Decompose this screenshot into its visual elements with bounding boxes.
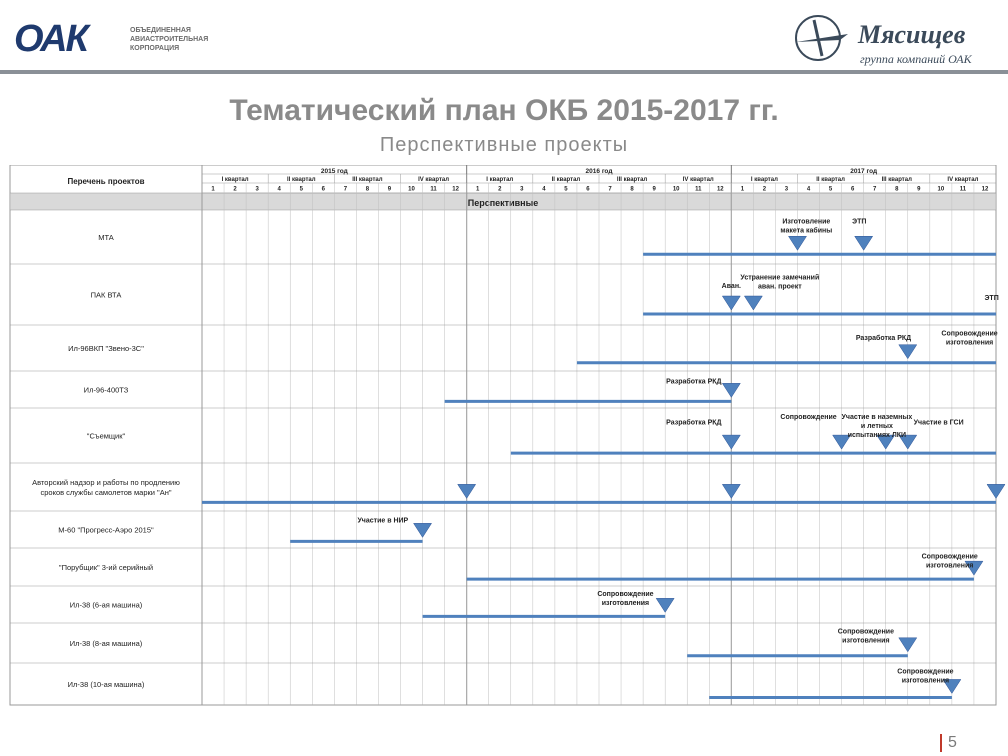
- milestone-label: изготовления: [925, 562, 974, 570]
- milestone-label: изготовления: [901, 677, 950, 685]
- row-name: сроков службы самолетов марки "Ан": [40, 488, 172, 497]
- header: [0, 0, 1008, 72]
- month-label: 11: [430, 186, 437, 193]
- milestone-marker: [789, 236, 807, 250]
- milestone-label: и летных: [860, 422, 893, 430]
- table-row: [10, 383, 996, 408]
- row-name: Ил-96ВКП "Звено-3С": [68, 344, 144, 353]
- oak-logo: ОАК: [14, 18, 87, 60]
- milestone-label: Участие в наземных: [841, 413, 913, 421]
- myasishchev-logo-name: Мясищев: [858, 20, 966, 49]
- month-label: 7: [873, 186, 877, 193]
- row-name: "Порубщик" 3-ий серийный: [58, 563, 154, 572]
- section-label: Перспективные: [467, 198, 539, 208]
- row-name: Ил-38 (8-ая машина): [69, 639, 143, 648]
- milestone-label: Устранение замечаний: [740, 274, 820, 282]
- header-divider: [0, 70, 1008, 74]
- table-row: [10, 679, 996, 705]
- month-label: 1: [476, 186, 480, 193]
- month-label: 7: [608, 186, 612, 193]
- milestone-label: Разработка РКД: [666, 378, 722, 386]
- milestone-label: аван. проект: [757, 283, 802, 291]
- milestone-marker: [722, 484, 740, 498]
- year-label: 2016 год: [585, 168, 613, 175]
- quarter-label: I квартал: [750, 177, 778, 183]
- milestone-label: изготовления: [945, 339, 994, 347]
- milestone-label: ЭТП: [984, 295, 999, 303]
- quarter-label: IV квартал: [947, 177, 979, 183]
- row-name: МТА: [98, 233, 114, 242]
- month-label: 8: [365, 186, 370, 193]
- month-label: 2: [762, 186, 767, 193]
- quarter-label: I квартал: [221, 177, 249, 183]
- month-label: 9: [917, 186, 921, 193]
- milestone-label: изготовления: [601, 600, 650, 608]
- month-label: 9: [387, 186, 392, 193]
- month-label: 9: [652, 186, 656, 193]
- milestone-marker: [899, 638, 917, 652]
- page-subtitle: Перспективные проекты: [379, 134, 629, 156]
- page-title: Тематический план ОКБ 2015-2017 гг.: [229, 94, 779, 127]
- month-label: 7: [343, 186, 348, 193]
- month-label: 8: [895, 186, 899, 193]
- quarter-label: I квартал: [486, 177, 514, 183]
- milestone-label: Участие в ГСИ: [913, 419, 964, 427]
- month-label: 8: [630, 186, 634, 193]
- table-row: [10, 523, 996, 548]
- month-label: 1: [211, 186, 215, 193]
- milestone-marker: [722, 296, 740, 310]
- year-label: 2015 год: [320, 168, 348, 175]
- month-label: 3: [784, 186, 789, 193]
- oak-logo-caption: [130, 26, 220, 53]
- month-label: 10: [672, 186, 680, 193]
- milestone-label: Сопровождение: [941, 330, 998, 338]
- milestone-label: Участие в НИР: [357, 517, 409, 525]
- milestone-marker: [414, 523, 432, 537]
- month-label: 12: [981, 186, 989, 193]
- month-label: 1: [740, 186, 745, 193]
- month-label: 4: [277, 186, 281, 193]
- month-label: 3: [520, 186, 524, 193]
- quarter-label: IV квартал: [682, 177, 714, 183]
- row-name: Ил-38 (6-ая машина): [69, 600, 143, 610]
- milestone-label: Сопровождение: [780, 413, 837, 421]
- page-number: 5: [948, 734, 957, 751]
- row-name: Авторский надзор и работы по продлению: [32, 478, 180, 487]
- quarter-label: III квартал: [616, 177, 648, 183]
- page-number-bar: [940, 734, 942, 752]
- month-label: 12: [716, 186, 724, 193]
- milestone-marker: [987, 484, 1005, 498]
- month-label: 6: [850, 186, 855, 193]
- milestone-label: изготовления: [842, 637, 890, 645]
- milestone-marker: [722, 435, 740, 449]
- quarter-label: II квартал: [286, 177, 316, 183]
- quarter-label: III квартал: [352, 177, 383, 183]
- month-label: 10: [408, 186, 415, 193]
- row-name: ПАК ВТА: [90, 290, 122, 300]
- row-name: "Съемщик": [86, 431, 126, 441]
- month-label: 4: [806, 186, 811, 193]
- month-label: 5: [564, 186, 568, 193]
- quarter-label: II квартал: [551, 177, 581, 183]
- month-label: 12: [452, 186, 459, 193]
- milestone-label: Аван.: [721, 282, 742, 290]
- month-label: 5: [299, 186, 303, 193]
- milestone-label: Изготовление: [782, 218, 831, 226]
- first-col-header: Перечень проектов: [67, 177, 145, 186]
- month-label: 5: [828, 186, 833, 193]
- table-row: [10, 435, 996, 463]
- milestone-marker: [458, 484, 476, 498]
- milestone-marker: [855, 236, 873, 250]
- milestone-marker: [744, 296, 762, 310]
- milestone-label: Разработка РКД: [666, 419, 722, 427]
- month-label: 10: [937, 186, 945, 193]
- month-label: 2: [498, 186, 502, 193]
- milestone-label: ЭТП: [852, 218, 867, 226]
- quarter-label: II квартал: [816, 177, 845, 183]
- row-name: Ил-38 (10-ая машина): [67, 680, 145, 689]
- table-row: [10, 598, 996, 623]
- table-row: [10, 561, 996, 586]
- month-label: 2: [233, 186, 237, 193]
- year-label: 2017 год: [850, 168, 878, 175]
- milestone-marker: [656, 598, 674, 612]
- quarter-label: III квартал: [881, 177, 912, 183]
- table-row: [10, 345, 996, 371]
- milestone-marker: [899, 345, 917, 359]
- milestone-label: макета кабины: [780, 227, 833, 235]
- milestone-label: испытаниях ЛКИ: [847, 431, 907, 439]
- month-label: 6: [586, 186, 590, 193]
- row-name: Ил-96-400ТЗ: [83, 385, 129, 395]
- oak-caption-line: ОБЪЕДИНЕННАЯ: [130, 27, 191, 34]
- milestone-label: Сопровождение: [597, 591, 654, 599]
- table-row: [10, 236, 996, 264]
- milestone-label: Сопровождение: [921, 553, 978, 561]
- milestone-label: Разработка РКД: [855, 334, 912, 342]
- oak-caption-line: АВИАСТРОИТЕЛЬНАЯ: [130, 36, 209, 43]
- milestone-label: Сопровождение: [897, 668, 954, 676]
- month-label: 4: [542, 186, 546, 193]
- myasishchev-logo-sub: группа компаний ОАК: [860, 52, 972, 66]
- quarter-label: IV квартал: [418, 177, 450, 183]
- month-label: 11: [695, 186, 702, 193]
- month-label: 6: [321, 186, 325, 193]
- month-label: 11: [959, 186, 967, 193]
- milestone-marker: [722, 383, 740, 397]
- row-name: М-60 "Прогресс-Аэро 2015": [58, 525, 154, 535]
- milestone-label: Сопровождение: [837, 628, 894, 636]
- month-label: 3: [255, 186, 259, 193]
- oak-caption-line: КОРПОРАЦИЯ: [130, 45, 180, 52]
- gantt-chart: [0, 165, 1008, 725]
